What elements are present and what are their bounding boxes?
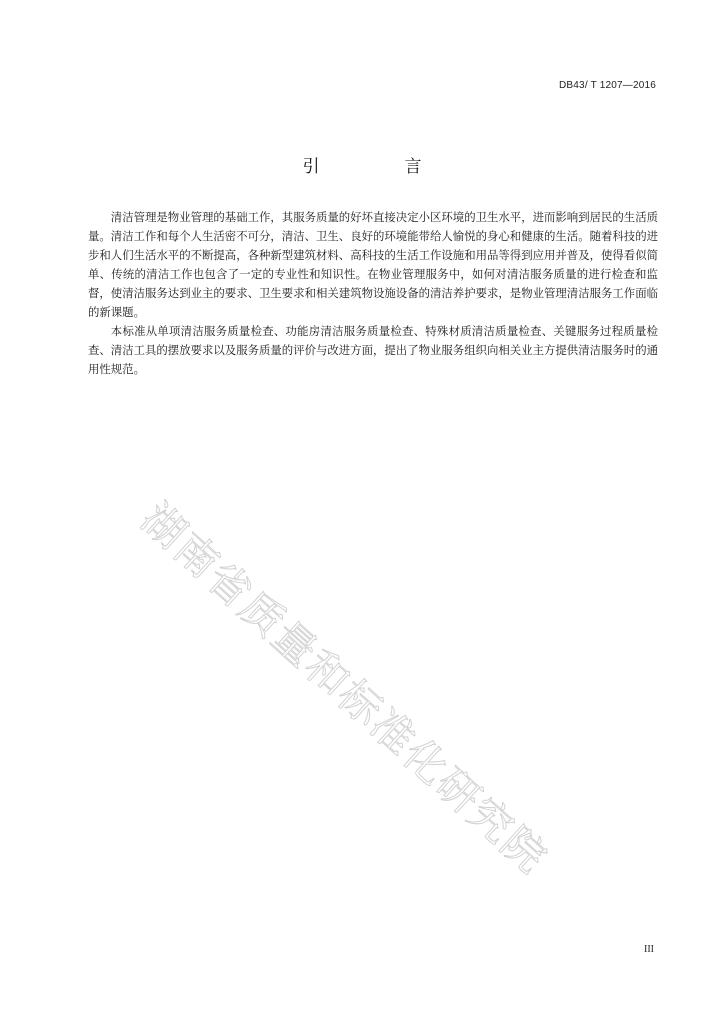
page-title: 引 言	[302, 157, 456, 177]
watermark: 湖南省质量和标准化研究院	[131, 493, 558, 884]
standard-code: DB43/ T 1207—2016	[559, 80, 656, 91]
paragraph-2: 本标准从单项清洁服务质量检查、功能房清洁服务质量检查、特殊材质清洁质量检查、关键服务过程质量检查、清洁工具的摆放要求以及服务质量的评价与改进方面，提出了物业服务组织向相关业主方提供清洁服务时的通用性规范。	[88, 324, 658, 376]
paragraph-1: 清洁管理是物业管理的基础工作，其服务质量的好坏直接决定小区环境的卫生水平，进而影响到居民的生活质量。清洁工作和每个人生活密不可分，清洁、卫生、良好的环境能带给人愉悦的身心和健康的生活。随着科技的进步和人们生活水平的不断提高，各种新型建筑材料、高科技的生活工作设施和用品等得到应用并普及，使得看似简单、传统的清洁工作也包含了一定的专业性和知识性。在物业管理服务中，如何对清洁服务质量的进行检查和监督，使清洁服务达到业主的要求、卫生要求和相关建筑物设施设备的清洁养护要求，是物业管理清洁服务工作面临的新课题。	[88, 210, 658, 319]
body-text	[88, 208, 658, 379]
page-number: III	[644, 944, 654, 955]
